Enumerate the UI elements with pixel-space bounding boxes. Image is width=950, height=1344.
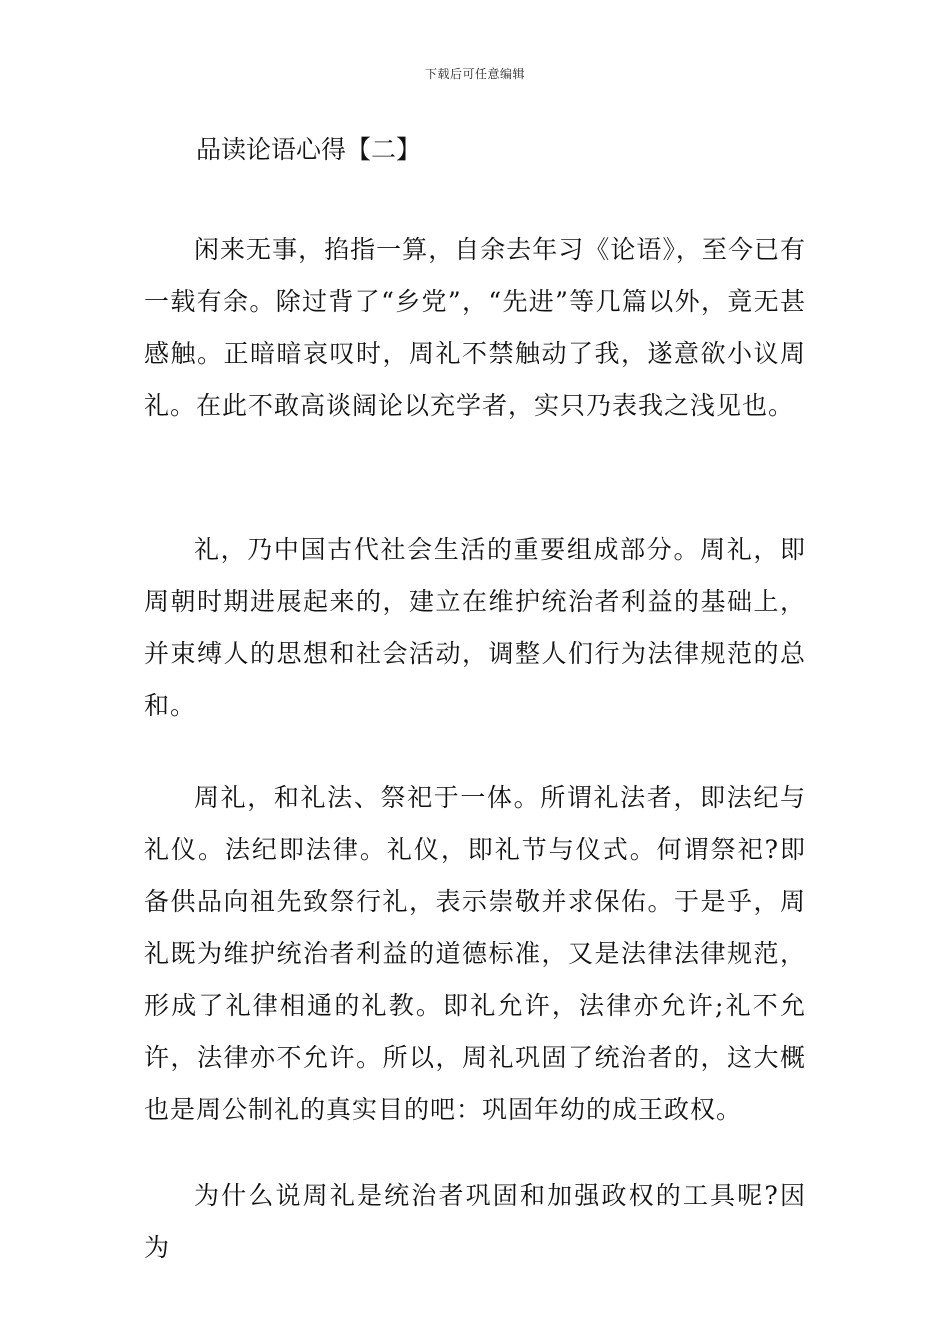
page-header-note: 下载后可任意编辑 bbox=[424, 67, 525, 81]
paragraph-1: 闲来无事，掐指一算，自余去年习《论语》，至今已有一载有余。除过背了“乡党”，“先进”等几篇以外，竟无甚感触。正暗暗哀叹时，周礼不禁触动了我，遂意欲小议周礼。在此不敢高谈阔论以充学者，实只乃表我之浅见也。 bbox=[144, 235, 806, 420]
paragraph-4: 为什么说周礼是统治者巩固和加强政权的工具呢?因为 bbox=[144, 1181, 806, 1262]
paragraph-3: 周礼，和礼法、祭祀于一体。所谓礼法者，即法纪与礼仪。法纪即法律。礼仪，即礼节与仪式。何谓祭祀?即备供品向祖先致祭行礼，表示崇敬并求保佑。于是乎，周礼既为维护统治者利益的道德标准，又是法律法律规范，形成了礼律相通的礼教。即礼允许，法律亦允许;礼不允许，法律亦不允许。所以，周礼巩固了统治者的，这大概也是周公制礼的真实目的吧：巩固年幼的成王政权。 bbox=[144, 783, 806, 1124]
paragraph-2: 礼，乃中国古代社会生活的重要组成部分。周礼，即周朝时期进展起来的，建立在维护统治者利益的基础上，并束缚人的思想和社会活动，调整人们行为法律规范的总和。 bbox=[144, 535, 806, 720]
document-title: 品读论语心得【二】 bbox=[196, 135, 422, 164]
